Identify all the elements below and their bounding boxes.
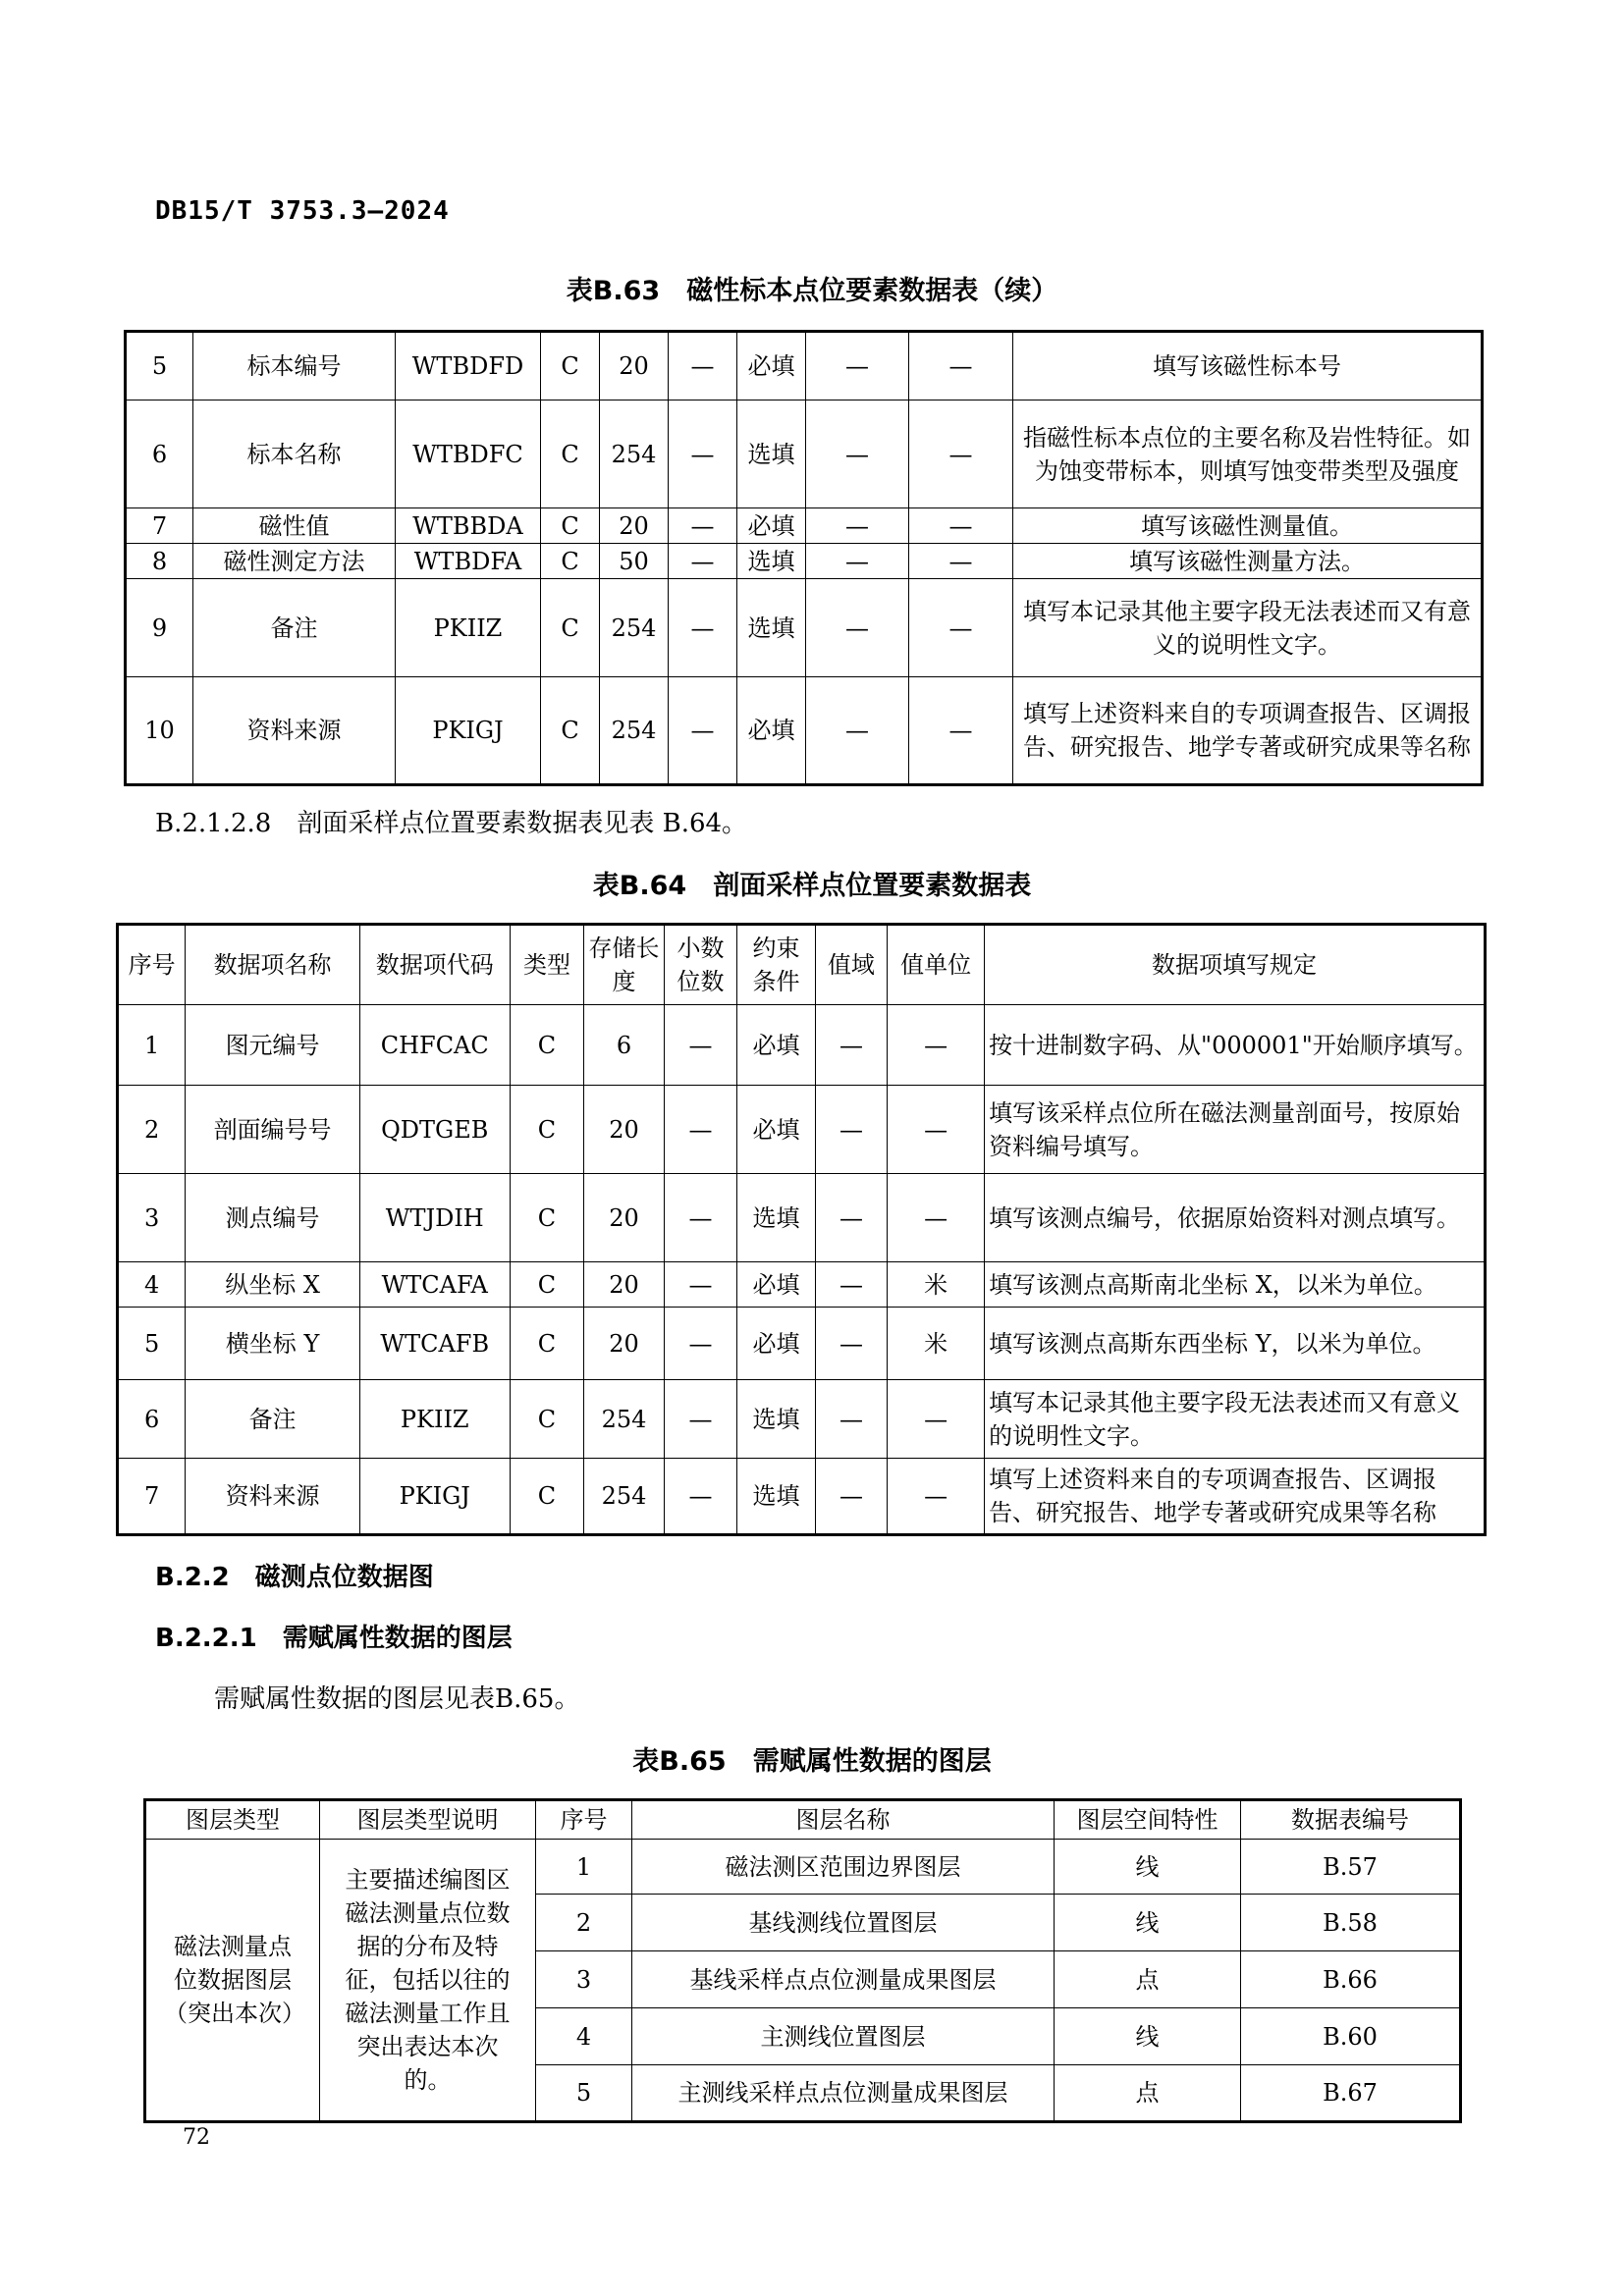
table-cell: 必填	[737, 508, 806, 544]
section-b2128-text: B.2.1.2.8 剖面采样点位置要素数据表见表 B.64。	[155, 809, 748, 838]
table-cell: —	[669, 508, 737, 544]
table-cell: B.60	[1241, 2008, 1461, 2065]
table-cell: —	[888, 1005, 985, 1086]
table-cell: WTCAFB	[359, 1308, 510, 1380]
table-cell: 纵坐标 X	[186, 1262, 359, 1308]
table-row	[126, 508, 1483, 544]
table-cell: —	[669, 332, 737, 400]
section-b2221-heading: B.2.2.1 需赋属性数据的图层	[155, 1624, 513, 1653]
table-cell: 测点编号	[186, 1174, 359, 1262]
table-cell: —	[815, 1174, 887, 1262]
table-cell: C	[510, 1174, 583, 1262]
table-cell: —	[815, 1380, 887, 1459]
table-cell: B.58	[1241, 1895, 1461, 1951]
table-b64-caption: 表B.64 剖面采样点位置要素数据表	[592, 871, 1032, 901]
table-cell: —	[806, 544, 909, 579]
table-cell: B.57	[1241, 1840, 1461, 1895]
table-row	[118, 1308, 1486, 1380]
table-b64-header-cell: 值单位	[888, 925, 985, 1005]
page-number: 72	[183, 2125, 210, 2150]
table-row	[118, 1174, 1486, 1262]
table-cell: PKIGJ	[359, 1459, 510, 1535]
table-cell: 点	[1055, 2065, 1241, 2122]
table-cell: —	[909, 400, 1013, 508]
table-row	[126, 579, 1483, 677]
table-cell: 选填	[737, 400, 806, 508]
table-cell: —	[909, 677, 1013, 785]
table-cell: 20	[584, 1174, 665, 1262]
table-b65-caption: 表B.65 需赋属性数据的图层	[632, 1746, 992, 1777]
table-cell: 填写该磁性测量方法。	[1013, 544, 1483, 579]
table-cell: 7	[126, 508, 193, 544]
table-cell: C	[541, 677, 600, 785]
table-cell: 线	[1055, 1840, 1241, 1895]
table-cell: 必填	[737, 1308, 816, 1380]
table-cell: 选填	[737, 1459, 816, 1535]
table-cell: 254	[600, 677, 669, 785]
table-cell: 20	[600, 332, 669, 400]
document-code: DB15/T 3753.3—2024	[155, 196, 450, 226]
table-cell: 填写该磁性标本号	[1013, 332, 1483, 400]
table-cell: 填写该磁性测量值。	[1013, 508, 1483, 544]
table-cell: —	[888, 1459, 985, 1535]
table-cell: —	[888, 1086, 985, 1174]
table-cell: 标本编号	[193, 332, 396, 400]
table-row	[118, 1380, 1486, 1459]
table-cell: 选填	[737, 579, 806, 677]
table-cell: 主测线采样点点位测量成果图层	[632, 2065, 1055, 2122]
table-cell: 备注	[193, 579, 396, 677]
table-cell: QDTGEB	[359, 1086, 510, 1174]
table-cell: WTBBDA	[396, 508, 541, 544]
table-cell: —	[909, 579, 1013, 677]
table-cell: —	[815, 1308, 887, 1380]
table-cell: 必填	[737, 332, 806, 400]
table-cell: 50	[600, 544, 669, 579]
table-cell: 10	[126, 677, 193, 785]
table-row	[118, 1459, 1486, 1535]
table-cell: 2	[118, 1086, 186, 1174]
table-cell: 5	[118, 1308, 186, 1380]
table-cell: PKIIZ	[359, 1380, 510, 1459]
table-b65-header-cell: 图层空间特性	[1055, 1800, 1241, 1840]
table-cell: —	[669, 544, 737, 579]
table-cell: 线	[1055, 1895, 1241, 1951]
table-cell: 资料来源	[186, 1459, 359, 1535]
table-cell: C	[541, 400, 600, 508]
table-cell: 填写该采样点位所在磁法测量剖面号，按原始资料编号填写。	[985, 1086, 1486, 1174]
table-cell: 20	[584, 1262, 665, 1308]
table-cell: 9	[126, 579, 193, 677]
table-cell: 选填	[737, 544, 806, 579]
table-cell: 254	[584, 1459, 665, 1535]
table-b65-header-cell: 图层类型说明	[320, 1800, 536, 1840]
table-cell: 6	[118, 1380, 186, 1459]
table-b64-header-cell: 约束条件	[737, 925, 816, 1005]
table-cell: —	[669, 400, 737, 508]
table-cell: —	[806, 400, 909, 508]
table-row	[118, 1262, 1486, 1308]
table-cell: 基线采样点点位测量成果图层	[632, 1951, 1055, 2008]
table-b65-layer-type: 磁法测量点位数据图层（突出本次）	[145, 1840, 320, 2122]
section-b2221-paragraph: 需赋属性数据的图层见表B.65。	[214, 1684, 580, 1714]
table-cell: 图元编号	[186, 1005, 359, 1086]
table-b63	[124, 330, 1484, 786]
table-cell: WTBDFC	[396, 400, 541, 508]
table-cell: 254	[584, 1380, 665, 1459]
table-b65-header-cell: 图层名称	[632, 1800, 1055, 1840]
table-cell: 3	[536, 1951, 632, 2008]
table-cell: —	[806, 579, 909, 677]
table-cell: 必填	[737, 1262, 816, 1308]
table-cell: 磁性测定方法	[193, 544, 396, 579]
table-cell: —	[815, 1459, 887, 1535]
table-row	[126, 677, 1483, 785]
table-b65-header-row	[145, 1800, 1461, 1840]
table-cell: 资料来源	[193, 677, 396, 785]
table-cell: WTBDFD	[396, 332, 541, 400]
table-cell: C	[541, 544, 600, 579]
table-cell: 填写该测点高斯东西坐标 Y，以米为单位。	[985, 1308, 1486, 1380]
table-cell: —	[664, 1308, 736, 1380]
table-cell: 3	[118, 1174, 186, 1262]
table-cell: 254	[600, 400, 669, 508]
table-cell: C	[510, 1086, 583, 1174]
table-b65	[143, 1798, 1462, 2123]
table-cell: 8	[126, 544, 193, 579]
table-cell: 254	[600, 579, 669, 677]
table-cell: 填写该测点高斯南北坐标 X，以米为单位。	[985, 1262, 1486, 1308]
table-cell: 5	[126, 332, 193, 400]
table-cell: 米	[888, 1308, 985, 1380]
table-b64-header-cell: 数据项名称	[186, 925, 359, 1005]
table-cell: —	[806, 508, 909, 544]
table-cell: PKIGJ	[396, 677, 541, 785]
table-cell: WTCAFA	[359, 1262, 510, 1308]
table-cell: —	[664, 1459, 736, 1535]
table-cell: —	[815, 1005, 887, 1086]
table-cell: 填写上述资料来自的专项调查报告、区调报告、研究报告、地学专著或研究成果等名称	[985, 1459, 1486, 1535]
table-cell: WTBDFA	[396, 544, 541, 579]
table-cell: 按十进制数字码、从"000001"开始顺序填写。	[985, 1005, 1486, 1086]
table-cell: 填写本记录其他主要字段无法表述而又有意义的说明性文字。	[985, 1380, 1486, 1459]
table-cell: C	[541, 579, 600, 677]
table-cell: C	[510, 1459, 583, 1535]
table-cell: 磁法测区范围边界图层	[632, 1840, 1055, 1895]
table-cell: CHFCAC	[359, 1005, 510, 1086]
table-row	[126, 332, 1483, 400]
table-b63-caption: 表B.63 磁性标本点位要素数据表（续）	[566, 276, 1058, 306]
table-b65-header-cell: 序号	[536, 1800, 632, 1840]
table-row	[126, 544, 1483, 579]
table-b64-header-cell: 数据项代码	[359, 925, 510, 1005]
table-b64-header-row	[118, 925, 1486, 1005]
table-cell: PKIIZ	[396, 579, 541, 677]
table-b64-header-cell: 小数位数	[664, 925, 736, 1005]
table-cell: 填写该测点编号，依据原始资料对测点填写。	[985, 1174, 1486, 1262]
table-cell: B.66	[1241, 1951, 1461, 2008]
table-cell: —	[909, 332, 1013, 400]
table-cell: —	[806, 677, 909, 785]
table-b64-header-cell: 类型	[510, 925, 583, 1005]
table-cell: 必填	[737, 1005, 816, 1086]
table-cell: 主测线位置图层	[632, 2008, 1055, 2065]
table-cell: 基线测线位置图层	[632, 1895, 1055, 1951]
table-b64-header-cell: 值域	[815, 925, 887, 1005]
table-b64-header-cell: 序号	[118, 925, 186, 1005]
table-cell: —	[669, 677, 737, 785]
table-cell: C	[541, 332, 600, 400]
table-cell: 必填	[737, 1086, 816, 1174]
table-cell: —	[669, 579, 737, 677]
table-cell: C	[510, 1380, 583, 1459]
table-b65-layer-description: 主要描述编图区磁法测量点位数据的分布及特征，包括以往的磁法测量工作且突出表达本次的。	[320, 1840, 536, 2122]
table-b64-header-cell: 存储长度	[584, 925, 665, 1005]
table-cell: 线	[1055, 2008, 1241, 2065]
table-row	[118, 1005, 1486, 1086]
table-cell: B.67	[1241, 2065, 1461, 2122]
table-cell: 6	[584, 1005, 665, 1086]
table-cell: —	[664, 1086, 736, 1174]
table-cell: —	[664, 1005, 736, 1086]
table-cell: C	[541, 508, 600, 544]
table-cell: 填写本记录其他主要字段无法表述而又有意义的说明性文字。	[1013, 579, 1483, 677]
table-b64	[116, 923, 1487, 1536]
table-cell: 点	[1055, 1951, 1241, 2008]
table-cell: —	[888, 1174, 985, 1262]
table-cell: —	[815, 1262, 887, 1308]
table-cell: 2	[536, 1895, 632, 1951]
table-cell: 4	[118, 1262, 186, 1308]
table-cell: C	[510, 1262, 583, 1308]
table-row	[145, 1840, 1461, 1895]
table-cell: C	[510, 1308, 583, 1380]
table-cell: 选填	[737, 1174, 816, 1262]
table-cell: 标本名称	[193, 400, 396, 508]
table-cell: —	[815, 1086, 887, 1174]
table-cell: 1	[536, 1840, 632, 1895]
table-cell: —	[909, 508, 1013, 544]
table-cell: —	[909, 544, 1013, 579]
table-cell: C	[510, 1005, 583, 1086]
table-cell: WTJDIH	[359, 1174, 510, 1262]
table-cell: 米	[888, 1262, 985, 1308]
table-cell: —	[806, 332, 909, 400]
table-cell: —	[664, 1380, 736, 1459]
table-cell: 20	[600, 508, 669, 544]
table-row	[118, 1086, 1486, 1174]
table-cell: 剖面编号号	[186, 1086, 359, 1174]
section-b222-heading: B.2.2 磁测点位数据图	[155, 1563, 434, 1592]
table-cell: 20	[584, 1086, 665, 1174]
table-row	[126, 400, 1483, 508]
table-cell: 1	[118, 1005, 186, 1086]
table-cell: —	[664, 1262, 736, 1308]
table-cell: 横坐标 Y	[186, 1308, 359, 1380]
table-b65-header-cell: 数据表编号	[1241, 1800, 1461, 1840]
table-cell: 选填	[737, 1380, 816, 1459]
table-cell: 5	[536, 2065, 632, 2122]
table-cell: 填写上述资料来自的专项调查报告、区调报告、研究报告、地学专著或研究成果等名称	[1013, 677, 1483, 785]
table-cell: 20	[584, 1308, 665, 1380]
table-cell: 磁性值	[193, 508, 396, 544]
table-cell: 4	[536, 2008, 632, 2065]
table-cell: 7	[118, 1459, 186, 1535]
table-cell: 备注	[186, 1380, 359, 1459]
table-cell: 6	[126, 400, 193, 508]
table-b64-header-cell: 数据项填写规定	[985, 925, 1486, 1005]
table-cell: 必填	[737, 677, 806, 785]
table-cell: —	[888, 1380, 985, 1459]
table-b65-header-cell: 图层类型	[145, 1800, 320, 1840]
table-cell: —	[664, 1174, 736, 1262]
table-cell: 指磁性标本点位的主要名称及岩性特征。如为蚀变带标本，则填写蚀变带类型及强度	[1013, 400, 1483, 508]
